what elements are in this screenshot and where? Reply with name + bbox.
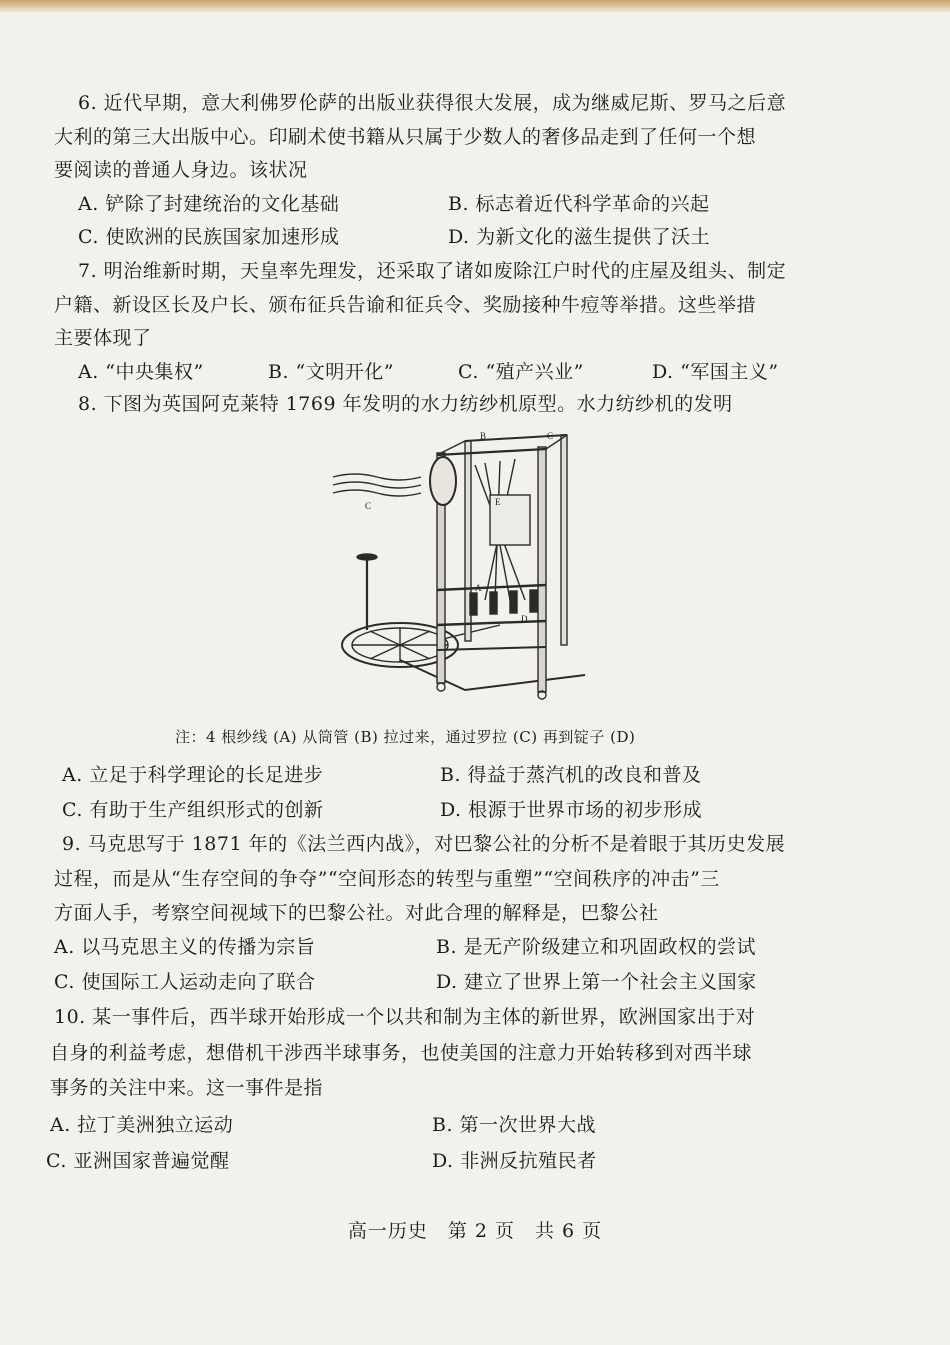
q10-stem-line-1: 10. 某一事件后，西半球开始形成一个以共和制为主体的新世界，欧洲国家出于对 bbox=[54, 1006, 756, 1028]
q8-stem-line-1: 8. 下图为英国阿克莱特 1769 年发明的水力纺纱机原型。水力纺纱机的发明 bbox=[78, 393, 733, 415]
q9-option-a: A. 以马克思主义的传播为宗旨 bbox=[54, 936, 316, 958]
caster-left bbox=[437, 683, 445, 691]
thread-bundle-line-2 bbox=[333, 482, 421, 488]
q6-option-b: B. 标志着近代科学革命的兴起 bbox=[448, 193, 710, 215]
q9-stem-line-3: 方面人手，考察空间视域下的巴黎公社。对此合理的解释是，巴黎公社 bbox=[54, 902, 659, 924]
q7-stem-line-3: 主要体现了 bbox=[54, 327, 152, 349]
water-frame-illustration bbox=[325, 425, 595, 715]
q9-option-b: B. 是无产阶级建立和巩固政权的尝试 bbox=[436, 936, 757, 958]
q6-stem-line-1: 6. 近代早期，意大利佛罗伦萨的出版业获得很大发展，成为继威尼斯、罗马之后意 bbox=[78, 92, 787, 114]
q7-option-b: B. “文明开化” bbox=[268, 361, 394, 383]
bobbin-3 bbox=[510, 591, 517, 613]
q7-stem-line-2: 户籍、新设区长及户长、颁布征兵告谕和征兵令、奖励接种牛痘等举措。这些举措 bbox=[54, 294, 757, 316]
page-footer: 高一历史 第 2 页 共 6 页 bbox=[347, 1220, 603, 1242]
q6-option-d: D. 为新文化的滋生提供了沃土 bbox=[448, 226, 711, 248]
label-b: B bbox=[480, 431, 487, 441]
top-disc bbox=[430, 457, 456, 505]
q6-stem-line-2: 大利的第三大出版中心。印刷术使书籍从只属于少数人的奢侈品走到了任何一个想 bbox=[54, 126, 757, 148]
q8-option-b: B. 得益于蒸汽机的改良和普及 bbox=[440, 764, 702, 786]
frame-post-right-front bbox=[538, 447, 546, 692]
q10-option-c: C. 亚洲国家普遍觉醒 bbox=[46, 1150, 230, 1172]
q6-option-c: C. 使欧洲的民族国家加速形成 bbox=[78, 226, 340, 248]
q7-stem-line-1: 7. 明治维新时期，天皇率先理发，还采取了诸如废除江户时代的庄屋及组头、制定 bbox=[78, 260, 787, 282]
q9-option-c: C. 使国际工人运动走向了联合 bbox=[54, 971, 316, 993]
label-e: E bbox=[495, 497, 501, 507]
lower-rail bbox=[437, 621, 546, 625]
figure-caption: 注：4 根纱线 (A) 从筒管 (B) 拉过来，通过罗拉 (C) 再到锭子 (D) bbox=[175, 728, 636, 746]
q8-option-d: D. 根源于世界市场的初步形成 bbox=[440, 799, 703, 821]
bobbin-1 bbox=[470, 593, 477, 615]
q10-option-b: B. 第一次世界大战 bbox=[432, 1114, 597, 1136]
q8-option-a: A. 立足于科学理论的长足进步 bbox=[62, 764, 324, 786]
frame-post-right-back bbox=[561, 435, 567, 645]
q7-option-a: A. “中央集权” bbox=[78, 361, 204, 383]
label-c-left: C bbox=[365, 501, 372, 511]
q7-option-d: D. “军国主义” bbox=[652, 361, 779, 383]
middle-rail bbox=[437, 585, 546, 590]
thread-bundle-line-1 bbox=[333, 474, 421, 480]
bobbin-4 bbox=[530, 590, 537, 612]
q8-option-c: C. 有助于生产组织形式的创新 bbox=[62, 799, 324, 821]
q10-option-a: A. 拉丁美洲独立运动 bbox=[50, 1114, 234, 1136]
q9-option-d: D. 建立了世界上第一个社会主义国家 bbox=[436, 971, 757, 993]
q9-stem-line-2: 过程，而是从“生存空间的争夺”“空间形态的转型与重塑”“空间秩序的冲击”三 bbox=[54, 868, 720, 890]
thread-bundle-line-3 bbox=[333, 490, 421, 496]
q9-stem-line-1: 9. 马克思写于 1871 年的《法兰西内战》，对巴黎公社的分析不是着眼于其历史发展 bbox=[62, 833, 786, 855]
q6-option-a: A. 铲除了封建统治的文化基础 bbox=[78, 193, 340, 215]
q10-stem-line-3: 事务的关注中来。这一事件是指 bbox=[50, 1077, 324, 1099]
label-a: A bbox=[475, 583, 482, 593]
label-c-top: C bbox=[547, 431, 554, 441]
q7-option-c: C. “殖产兴业” bbox=[458, 361, 584, 383]
bottom-rail bbox=[437, 647, 546, 650]
spindle-top bbox=[357, 554, 377, 560]
q10-stem-line-2: 自身的利益考虑，想借机干涉西半球事务，也使美国的注意力开始转移到对西半球 bbox=[50, 1042, 753, 1064]
q6-stem-line-3: 要阅读的普通人身边。该状况 bbox=[54, 159, 308, 181]
q10-option-d: D. 非洲反抗殖民者 bbox=[432, 1150, 597, 1172]
top-beam-front bbox=[437, 449, 546, 455]
label-d: D bbox=[521, 614, 528, 624]
bobbin-2 bbox=[490, 592, 497, 614]
